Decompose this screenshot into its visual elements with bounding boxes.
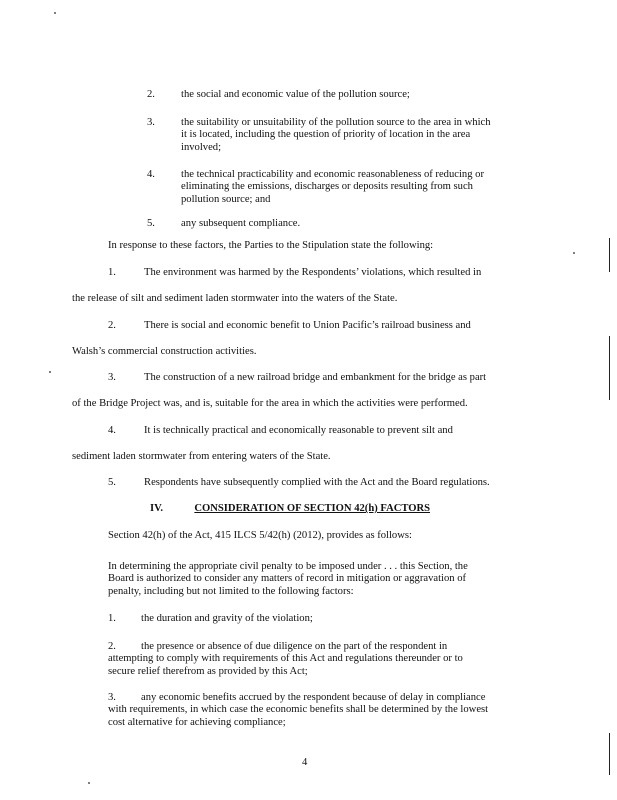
scan-speck — [88, 782, 90, 784]
response-first-line: The environment was harmed by the Respondents’ violations, which resulted in — [144, 267, 482, 278]
section-roman: IV. — [150, 503, 164, 514]
section-title: CONSIDERATION OF SECTION 42(h) FACTORS — [194, 503, 431, 514]
item-number: 3. — [147, 117, 155, 128]
section-intro: Section 42(h) of the Act, 415 ILCS 5/42(h) (2012), provides as follows: — [108, 530, 412, 541]
response-continuation: Walsh’s commercial construction activities. — [72, 346, 257, 357]
response-continuation: the release of silt and sediment laden stormwater into the waters of the State. — [72, 293, 398, 304]
response-intro: In response to these factors, the Parties to the Stipulation state the following: — [108, 240, 434, 251]
response-number: 4. — [108, 425, 116, 436]
revision-bar — [609, 238, 610, 272]
item-text: the social and economic value of the pollution source; — [181, 89, 410, 100]
section-heading — [150, 503, 430, 515]
response-number: 1. — [108, 267, 116, 278]
response-continuation: of the Bridge Project was, and is, suitable for the area in which the activities were performed. — [72, 398, 468, 409]
item-text: the technical practicability and economic reasonableness of reducing or eliminating the emissions, discharges or deposits resulting from such pollution source; and — [181, 169, 484, 205]
response-first-line: The construction of a new railroad bridge and embankment for the bridge as part — [144, 372, 487, 383]
page-number: 4 — [302, 757, 308, 768]
item-number: 1. — [108, 613, 116, 624]
item-number: 5. — [147, 218, 155, 229]
response-first-line: Respondents have subsequently complied with the Act and the Board regulations. — [144, 477, 490, 488]
scan-speck — [49, 371, 51, 373]
scan-speck — [573, 252, 575, 254]
item-text: any economic benefits accrued by the respondent because of delay in compliance with requirements, in which case the economic benefits shall be determined by the lowest cost alternative for achieving compliance; — [108, 692, 489, 728]
statute-quote: In determining the appropriate civil penalty to be imposed under . . . this Section, the Board is authorized to consider any matters of record in mitigation or aggravation of penalty, including but not limited to the following factors: — [108, 561, 468, 597]
item-number: 4. — [147, 169, 155, 180]
item-text: the duration and gravity of the violation; — [141, 613, 313, 624]
response-number: 2. — [108, 320, 116, 331]
revision-bar — [609, 336, 610, 400]
response-first-line: There is social and economic benefit to Union Pacific’s railroad business and — [144, 320, 471, 331]
item-number: 3. — [108, 692, 116, 703]
item-text: the presence or absence of due diligence on the part of the respondent in attempting to comply with requirements of this Act and regulations thereunder or to secure relief therefrom as provided by this Act; — [108, 641, 463, 677]
item-number: 2. — [108, 641, 116, 652]
response-first-line: It is technically practical and economically reasonable to prevent silt and — [144, 425, 453, 436]
response-continuation: sediment laden stormwater from entering waters of the State. — [72, 451, 331, 462]
response-number: 5. — [108, 477, 116, 488]
revision-bar — [609, 733, 610, 775]
item-text: any subsequent compliance. — [181, 218, 301, 229]
response-number: 3. — [108, 372, 116, 383]
scan-speck — [54, 12, 56, 14]
item-number: 2. — [147, 89, 155, 100]
item-text: the suitability or unsuitability of the pollution source to the area in which it is located, including the question of priority of location in the area involved; — [181, 117, 491, 153]
